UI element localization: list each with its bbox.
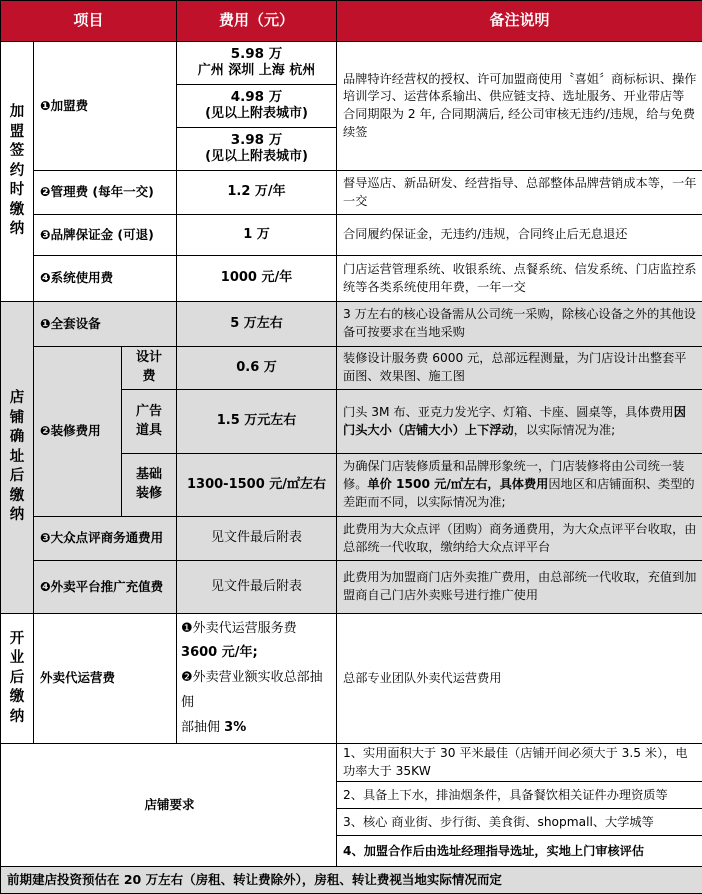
- deposit-item: ❸品牌保证金 (可退): [34, 215, 177, 256]
- store-req-label: 店铺要求: [1, 744, 337, 867]
- table-row: [1, 744, 702, 782]
- design-fee-amount: 0.6 万: [177, 347, 337, 390]
- franchise-fee-note: 品牌特许经营权的授权、许可加盟商使用〝喜姐〞商标标识、操作培训学习、运营体系输出、供应链支持、选址服务、开业带店等 合同期限为 2 年, 合同期满后, 经公司审核无违约/违规，给与免费续签: [337, 42, 702, 171]
- table-header: [1, 1, 702, 42]
- table-row: [1, 517, 702, 561]
- base-decor-note: 为确保门店装修质量和品牌形象统一，门店装修将由公司统一装修。单价 1500 元/㎡左右，具体费用因地区和店铺面积、类型的差距而不同，以实际情况为准;: [337, 454, 702, 517]
- franchise-fee-item: ❶加盟费: [34, 42, 177, 171]
- store-req-4: 4、加盟合作后由选址经理指导选址，实地上门审核评估: [337, 836, 702, 867]
- table-row: [1, 215, 702, 256]
- dianping-amount: 见文件最后附表: [177, 517, 337, 561]
- equipment-amount: 5 万左右: [177, 302, 337, 347]
- management-fee-note: 督导巡店、新品研发、经营指导、总部整体品牌营销成本等，一年一交: [337, 171, 702, 215]
- system-fee-amount: 1000 元/年: [177, 256, 337, 302]
- table-row: [1, 302, 702, 347]
- takeout-promo-note: 此费用为加盟商门店外卖推广费用，由总部统一代收取，充值到加盟商自己门店外卖账号进行推广使用: [337, 561, 702, 614]
- table-row: [1, 347, 702, 390]
- takeout-ops-fee: ❶外卖代运营服务费 3600 元/年; ❷外卖营业额实收总部抽佣 部抽佣 3%: [177, 614, 337, 744]
- store-req-2: 2、具备上下水，排油烟条件，具备餐饮相关证件办理资质等: [337, 782, 702, 809]
- takeout-ops-note: 总部专业团队外卖代运营费用: [337, 614, 702, 744]
- management-fee-amount: 1.2 万/年: [177, 171, 337, 215]
- ad-props-note: 门头 3M 布、亚克力发光字、灯箱、卡座、圆桌等，具体费用因门头大小（店铺大小）上下浮动，以实际情况为准;: [337, 390, 702, 454]
- equipment-item: ❶全套设备: [34, 302, 177, 347]
- deposit-note: 合同履约保证金，无违约/违规，合同终止后无息退还: [337, 215, 702, 256]
- design-fee-label: 设计费: [122, 347, 177, 390]
- takeout-promo-item: ❹外卖平台推广充值费: [34, 561, 177, 614]
- header-fee: 费用（元）: [177, 1, 337, 42]
- store-req-1: 1、实用面积大于 30 平米最佳（店铺开间必须大于 3.5 米），电功率大于 35KW: [337, 744, 702, 782]
- header-note: 备注说明: [337, 1, 702, 42]
- table-footer: [1, 867, 702, 894]
- dianping-item: ❸大众点评商务通费用: [34, 517, 177, 561]
- system-fee-note: 门店运营管理系统、收银系统、点餐系统、信发系统、门店监控系统等各类系统使用年费，一年一交: [337, 256, 702, 302]
- section-label-site-confirmed: 店铺确址后缴纳: [1, 302, 34, 614]
- section-label-after-opening: 开业后缴纳: [1, 614, 34, 744]
- table-row: [1, 561, 702, 614]
- ad-props-amount: 1.5 万元左右: [177, 390, 337, 454]
- takeout-promo-amount: 见文件最后附表: [177, 561, 337, 614]
- management-fee-item: ❷管理费 (每年一交): [34, 171, 177, 215]
- table-row: [1, 171, 702, 215]
- table-row: [1, 614, 702, 744]
- base-decor-amount: 1300-1500 元/㎡左右: [177, 454, 337, 517]
- decoration-item: ❷装修费用: [34, 347, 122, 517]
- system-fee-item: ❹系统使用费: [34, 256, 177, 302]
- table-row: [1, 256, 702, 302]
- deposit-amount: 1 万: [177, 215, 337, 256]
- base-decor-label: 基础装修: [122, 454, 177, 517]
- store-req-3: 3、核心 商业街、步行街、美食街、shopmall、大学城等: [337, 809, 702, 836]
- ad-props-label: 广告道具: [122, 390, 177, 454]
- franchise-fee-tier-3: 3.98 万 (见以上附表城市): [177, 128, 337, 171]
- takeout-ops-item: 外卖代运营费: [34, 614, 177, 744]
- franchise-fee-tier-1: 5.98 万 广州 深圳 上海 杭州: [177, 42, 337, 85]
- dianping-note: 此费用为大众点评（团购）商务通费用，为大众点评平台收取，由总部统一代收取，缴纳给大众点评平台: [337, 517, 702, 561]
- franchise-fee-tier-2: 4.98 万 (见以上附表城市): [177, 85, 337, 128]
- section-label-signing: 加盟签约时缴纳: [1, 42, 34, 302]
- equipment-note: 3 万左右的核心设备需从公司统一采购，除核心设备之外的其他设备可按要求在当地采购: [337, 302, 702, 347]
- header-item: 项目: [1, 1, 177, 42]
- investment-estimate: 前期建店投资预估在 20 万左右（房租、转让费除外），房租、转让费视当地实际情况而定: [1, 867, 702, 894]
- design-fee-note: 装修设计服务费 6000 元，总部远程测量，为门店设计出整套平面图、效果图、施工图: [337, 347, 702, 390]
